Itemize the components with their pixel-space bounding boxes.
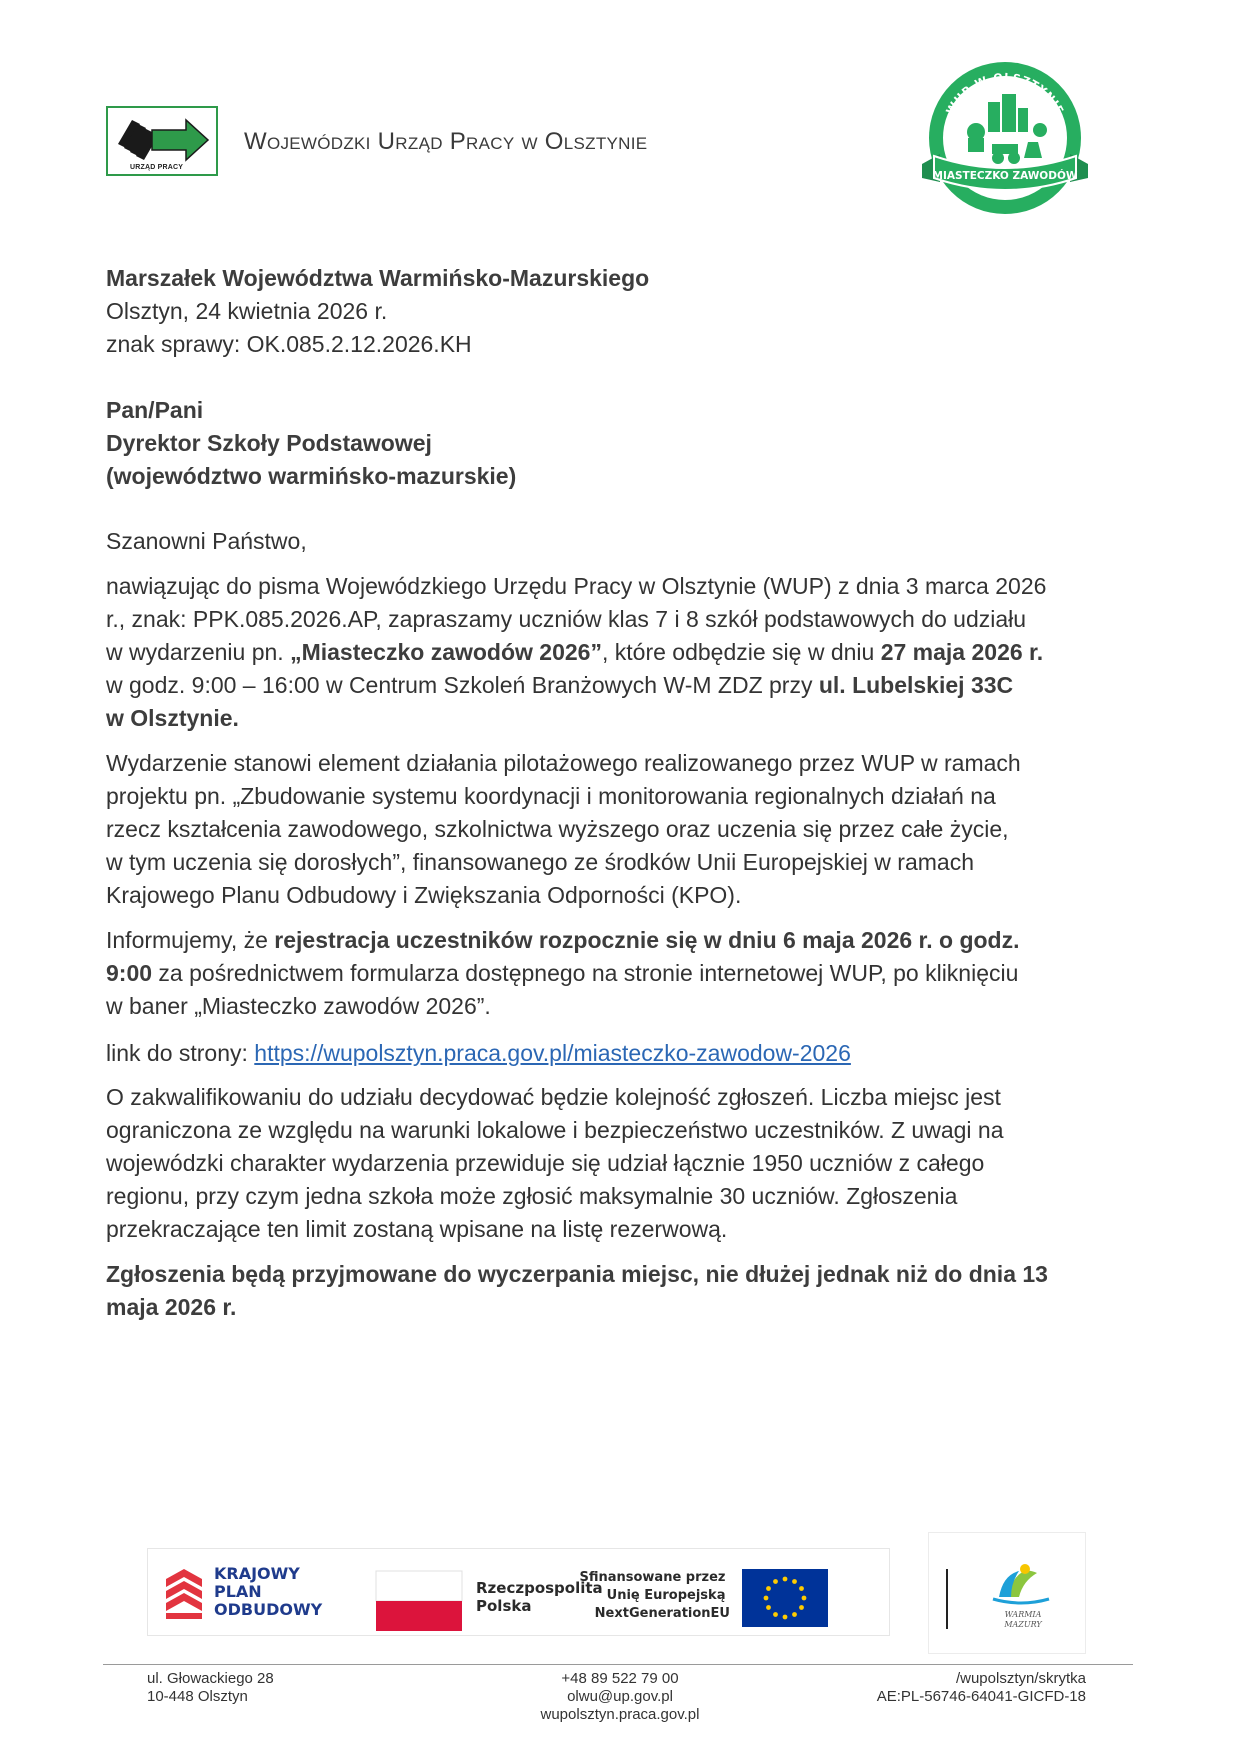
paragraph-project bbox=[106, 747, 1136, 912]
footer-website: wupolsztyn.praca.gov.pl bbox=[540, 1706, 700, 1723]
eu-star-icon bbox=[773, 1612, 778, 1617]
eu-star-icon bbox=[783, 1615, 788, 1620]
polish-flag-icon bbox=[376, 1571, 462, 1631]
badge-ribbon-text: MIASTECZKO ZAWODÓW bbox=[932, 170, 1078, 182]
text-line: projektu pn. „Zbudowanie systemu koordynacji i monitorowania regionalnych działań na bbox=[106, 783, 996, 809]
miasteczko-zawodow-badge bbox=[910, 58, 1100, 216]
place-date: Olsztyn, 24 kwietnia 2026 r. bbox=[106, 298, 388, 324]
kpo-text: KRAJOWY bbox=[214, 1564, 300, 1583]
text-line: w tym uczenia się dorosłych”, finansowanego ze środków Unii Europejskiej w ramach bbox=[106, 849, 974, 875]
text-line bbox=[106, 636, 1136, 669]
paragraph-qualification bbox=[106, 1081, 1136, 1246]
urzad-pracy-logo bbox=[106, 106, 218, 176]
svg-text:KRAJOWY PLAN ODBUD bbox=[214, 1564, 323, 1619]
link-line bbox=[106, 1037, 1136, 1070]
text-line: rzecz kształcenia zawodowego, szkolnictwa wyższego oraz uczenia się przez całe życie, bbox=[106, 816, 1009, 842]
paragraph-registration bbox=[106, 924, 1136, 1023]
organization-name: Wojewódzki Urząd Pracy w Olsztynie bbox=[244, 128, 648, 155]
eu-star-icon bbox=[766, 1586, 771, 1591]
event-city: w Olsztynie. bbox=[106, 705, 239, 731]
event-link[interactable]: https://wupolsztyn.praca.gov.pl/miasteczko-zawodow-2026 bbox=[254, 1040, 851, 1066]
text-line: r., znak: PPK.085.2026.AP, zapraszamy uczniów klas 7 i 8 szkół podstawowych do udziału bbox=[106, 606, 1027, 632]
footer-line: ul. Głowackiego 28 bbox=[147, 1670, 274, 1687]
logo-caption: URZĄD PRACY bbox=[130, 164, 184, 171]
text-line: O zakwalifikowaniu do udziału decydować będzie kolejność zgłoszeń. Liczba miejsc jest bbox=[106, 1084, 1001, 1110]
sender-block bbox=[106, 262, 649, 361]
text-line: wojewódzki charakter wydarzenia przewiduje się udział łącznie 1950 uczniów z całego bbox=[106, 1150, 985, 1176]
greeting: Szanowni Państwo, bbox=[106, 528, 307, 554]
sender-title: Marszałek Województwa Warmińsko-Mazurskiego bbox=[106, 265, 650, 291]
text-line: w baner „Miasteczko zawodów 2026”. bbox=[106, 993, 491, 1019]
text-line: przekraczające ten limit zostaną wpisane na listę rezerwową. bbox=[106, 1216, 728, 1242]
warmia-text: WARMIA bbox=[1004, 1610, 1042, 1619]
addressee-line: Dyrektor Szkoły Podstawowej bbox=[106, 430, 432, 456]
eu-star-icon bbox=[773, 1579, 778, 1584]
case-reference: znak sprawy: OK.085.2.12.2026.KH bbox=[106, 331, 472, 357]
kpo-text: PLAN bbox=[214, 1582, 262, 1601]
eu-star-icon bbox=[802, 1596, 807, 1601]
addressee-block bbox=[106, 394, 516, 493]
footer-contact bbox=[520, 1670, 720, 1724]
addressee-line: Pan/Pani bbox=[106, 397, 204, 423]
kpo-logo-icon bbox=[166, 1569, 202, 1619]
eu-text: Sfinansowane przez bbox=[579, 1570, 726, 1585]
eu-text: Unię Europejską bbox=[606, 1588, 726, 1603]
text-run: w godz. 9:00 – 16:00 w Centrum Szkoleń Branżowych W-M ZDZ przy bbox=[106, 672, 819, 698]
footer-line: /wupolsztyn/skrytka bbox=[955, 1670, 1086, 1687]
kpo-text: ODBUDOWY bbox=[214, 1600, 323, 1619]
text-line bbox=[106, 924, 1136, 957]
text-run: w wydarzeniu pn. bbox=[106, 639, 291, 665]
registration-info: rejestracja uczestników rozpocznie się w dniu 6 maja 2026 r. o godz. bbox=[274, 927, 1020, 953]
text-run: za pośrednictwem formularza dostępnego na stronie internetowej WUP, po kliknięciu bbox=[152, 960, 1019, 986]
text-line bbox=[106, 669, 1136, 702]
event-name: „Miasteczko zawodów 2026” bbox=[290, 639, 602, 665]
footer-epuap bbox=[850, 1670, 1086, 1706]
eu-star-icon bbox=[799, 1605, 804, 1610]
registration-time: 9:00 bbox=[106, 960, 153, 986]
text-line: nawiązując do pisma Wojewódzkiego Urzędu Pracy w Olsztynie (WUP) z dnia 3 marca 2026 bbox=[106, 573, 1047, 599]
eu-star-icon bbox=[799, 1586, 804, 1591]
eu-star-icon bbox=[764, 1596, 769, 1601]
rp-text: Rzeczpospolita bbox=[476, 1579, 603, 1597]
text-line: maja 2026 r. bbox=[106, 1294, 237, 1320]
footer-line: 10-448 Olsztyn bbox=[147, 1688, 248, 1705]
footer-address bbox=[147, 1670, 274, 1706]
footer-line: AE:PL-56746-64041-GICFD-18 bbox=[876, 1688, 1086, 1705]
text-line: Zgłoszenia będą przyjmowane do wyczerpania miejsc, nie dłużej jednak niż do dnia 13 bbox=[106, 1261, 1048, 1287]
warmia-mazury-icon bbox=[993, 1564, 1049, 1603]
rp-text: Polska bbox=[476, 1597, 532, 1615]
text-line: regionu, przy czym jedna szkoła może zgłosić maksymalnie 30 uczniów. Zgłoszenia bbox=[106, 1183, 958, 1209]
link-label: link do strony: bbox=[106, 1040, 255, 1066]
warmia-mazury-logo bbox=[928, 1532, 1086, 1654]
eu-flag-icon bbox=[742, 1569, 828, 1627]
text-line: ograniczona ze względu na warunki lokalowe i bezpieczeństwo uczestników. Z uwagi na bbox=[106, 1117, 1004, 1143]
text-line: Wydarzenie stanowi element działania pilotażowego realizowanego przez WUP w ramach bbox=[106, 750, 1021, 776]
eu-star-icon bbox=[766, 1605, 771, 1610]
footer-email: olwu@up.gov.pl bbox=[567, 1688, 673, 1705]
text-line: Krajowego Planu Odbudowy i Zwiększania Odporności (KPO). bbox=[106, 882, 742, 908]
addressee-line: (województwo warmińsko-mazurskie) bbox=[106, 463, 517, 489]
event-date: 27 maja 2026 r. bbox=[880, 639, 1044, 665]
eu-star-icon bbox=[783, 1577, 788, 1582]
funders-logo-strip bbox=[147, 1548, 890, 1636]
footer-divider bbox=[103, 1664, 1133, 1665]
footer-phone: +48 89 522 79 00 bbox=[561, 1670, 679, 1687]
mazury-text: MAZURY bbox=[1004, 1620, 1042, 1629]
badge-top-text: WUP W OLSZTYNIE bbox=[943, 70, 1067, 117]
eu-star-icon bbox=[792, 1612, 797, 1617]
paragraph-deadline bbox=[106, 1258, 1136, 1324]
event-address: ul. Lubelskiej 33C bbox=[818, 672, 1014, 698]
eu-star-icon bbox=[792, 1579, 797, 1584]
text-line bbox=[106, 957, 1136, 990]
paragraph-invitation bbox=[106, 570, 1136, 735]
eu-text: NextGenerationEU bbox=[594, 1606, 730, 1621]
text-run: , które odbędzie się w dniu bbox=[601, 639, 881, 665]
text-run: Informujemy, że bbox=[106, 927, 275, 953]
